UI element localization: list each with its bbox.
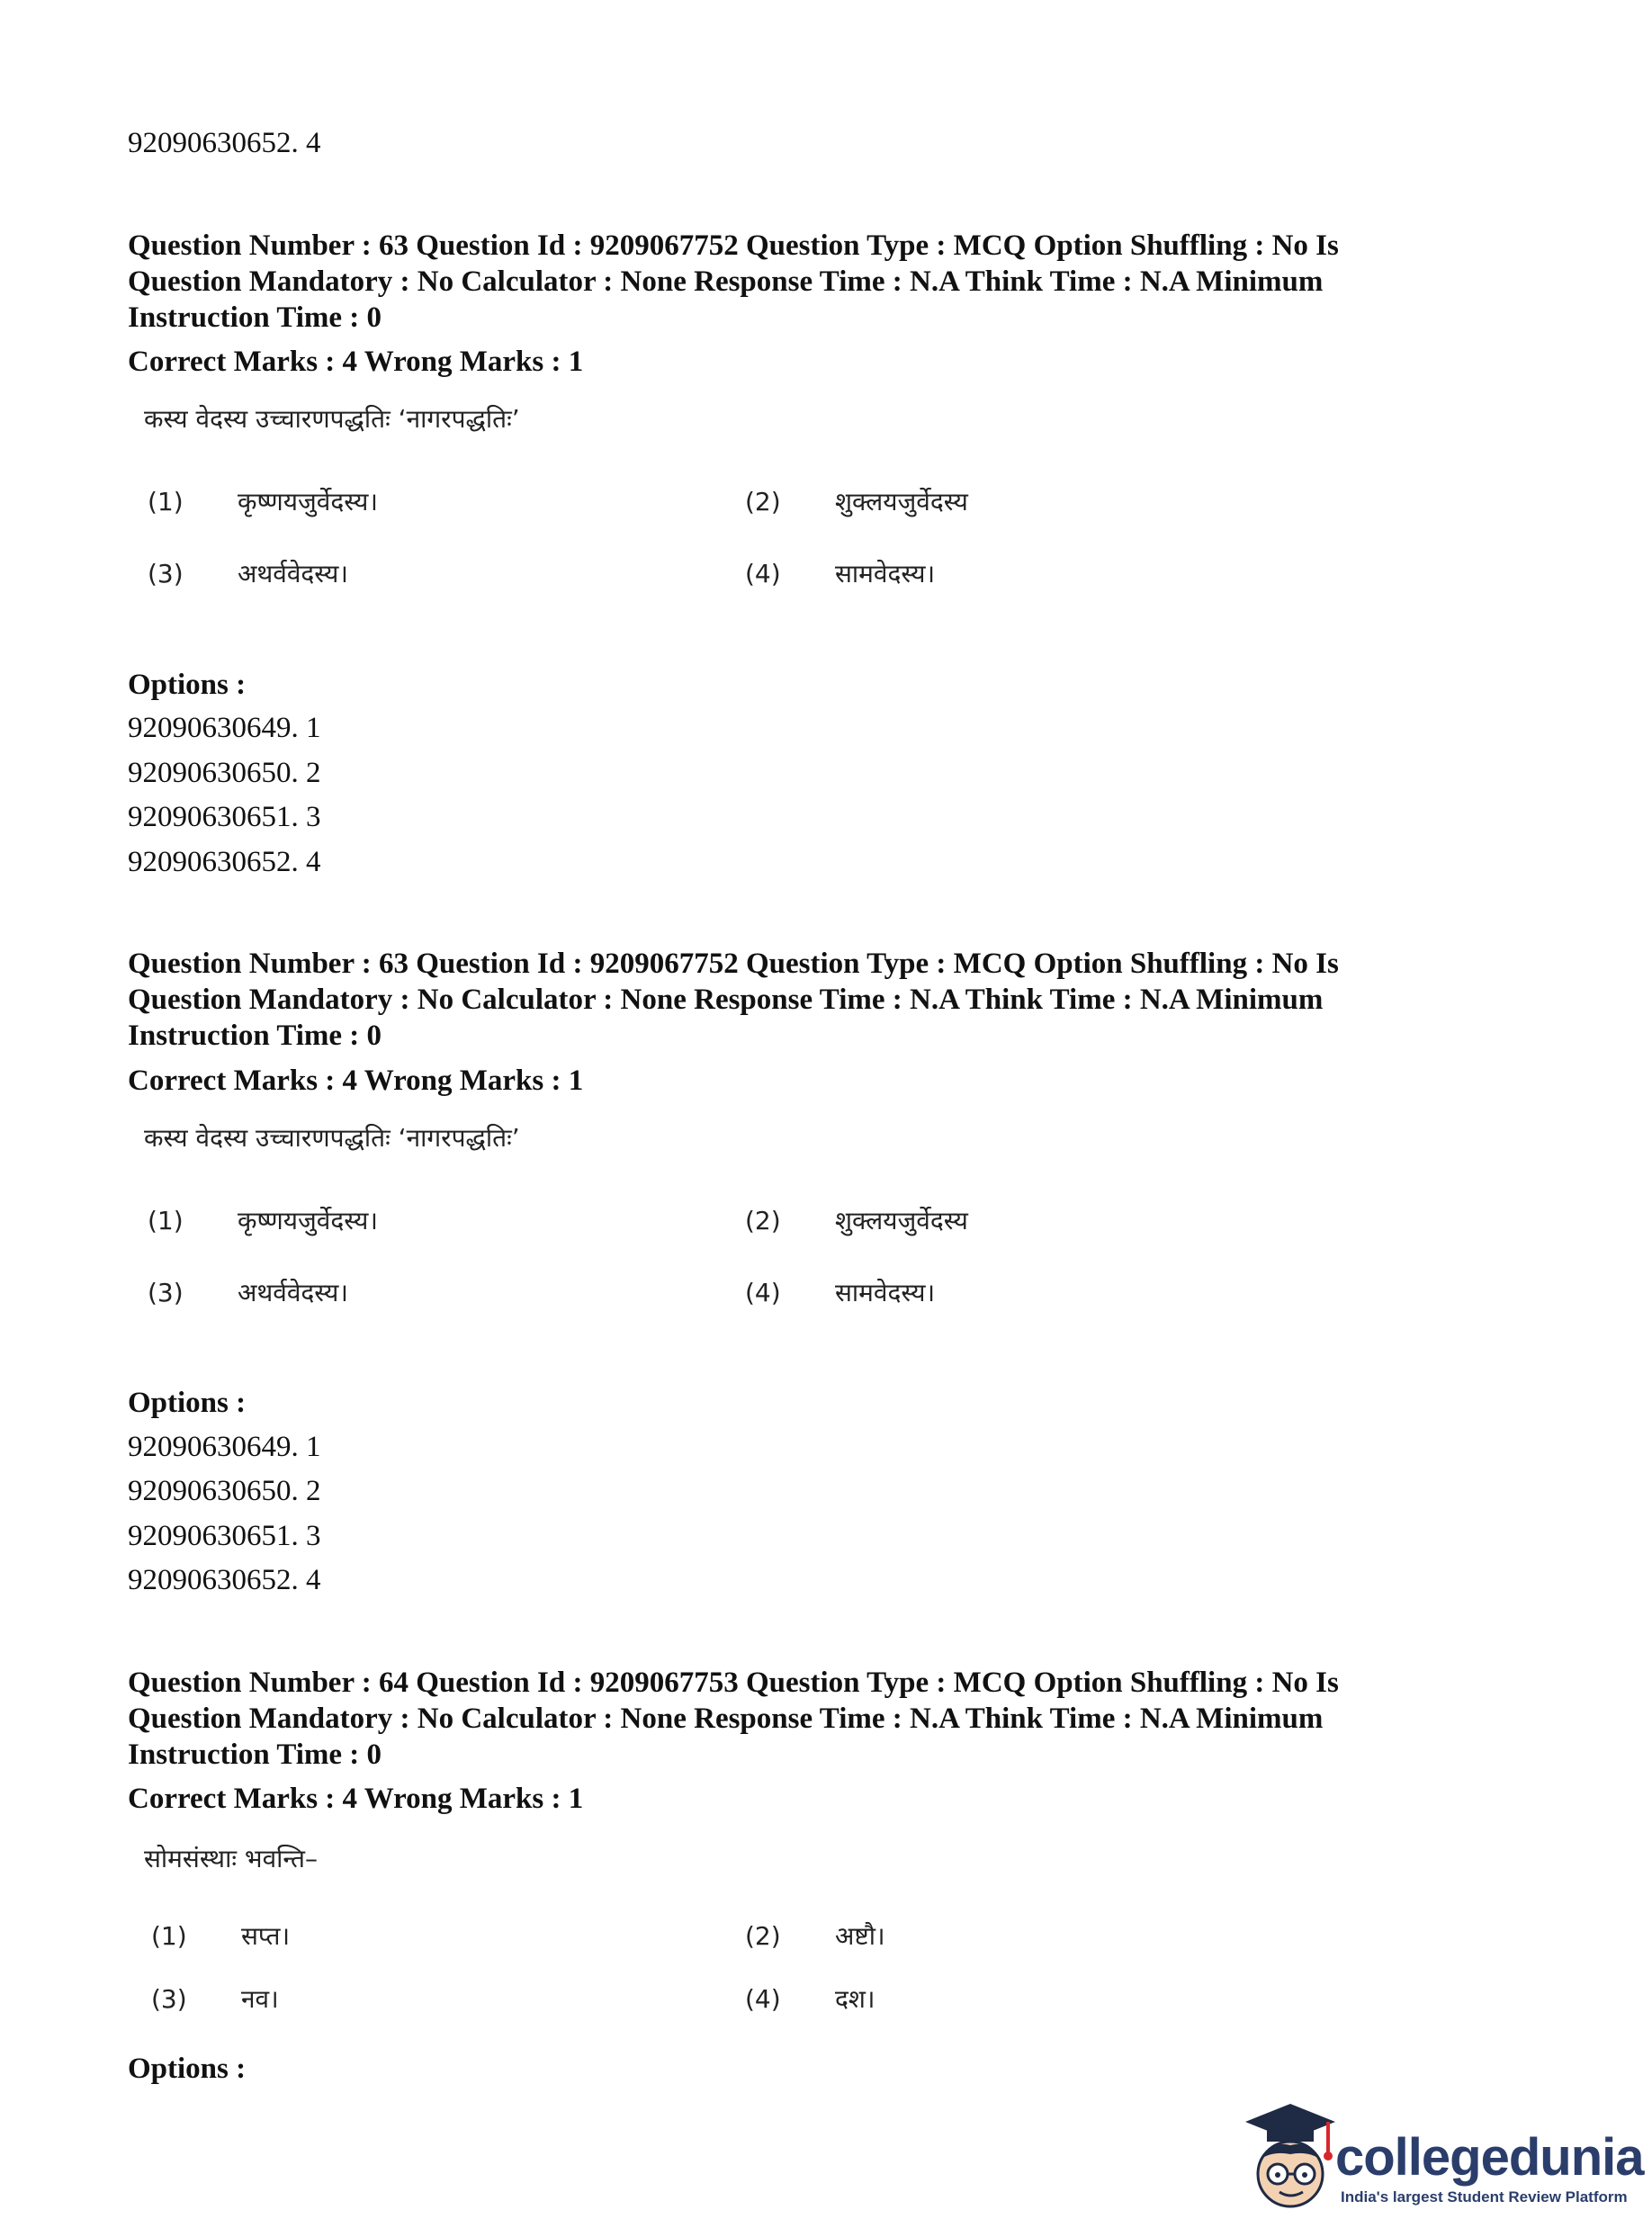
question-text: कस्य वेदस्य उच्चारणपद्धतिः ‘नागरपद्धतिः’ [144, 1123, 520, 1153]
logo-wordmark: collegedunia [1335, 2128, 1644, 2187]
choice: (3) अथर्ववेदस्य। [148, 559, 349, 588]
mascot-icon [1227, 2095, 1344, 2221]
collegedunia-logo [1227, 2095, 1644, 2221]
option-line: 92090630652. 4 [128, 1564, 321, 1596]
choice: (4) सामवेदस्य। [745, 559, 936, 588]
option-line: 92090630650. 2 [128, 1475, 321, 1507]
question-header: Instruction Time : 0 [128, 1738, 382, 1771]
question-header: Question Mandatory : No Calculator : None Response Time : N.A Think Time : N.A Minimum [128, 1702, 1324, 1735]
question-header: Question Number : 64 Question Id : 9209067753 Question Type : MCQ Option Shuffling : No Is [128, 1667, 1339, 1699]
choice: (3) अथर्ववेदस्य। [148, 1278, 349, 1307]
question-header: Question Mandatory : No Calculator : None Response Time : N.A Think Time : N.A Minimum [128, 984, 1324, 1016]
marks-line: Correct Marks : 4 Wrong Marks : 1 [128, 346, 584, 378]
logo-tagline: India's largest Student Review Platform [1341, 2188, 1628, 2206]
options-label: Options : [128, 669, 247, 701]
options-label: Options : [128, 2053, 247, 2085]
marks-line: Correct Marks : 4 Wrong Marks : 1 [128, 1065, 584, 1097]
question-header: Instruction Time : 0 [128, 301, 382, 334]
question-image [144, 1120, 1044, 1318]
question-header: Question Number : 63 Question Id : 9209067752 Question Type : MCQ Option Shuffling : No Is [128, 948, 1339, 980]
choice: (1) कृष्णयजुर्वेदस्य। [148, 1206, 378, 1235]
choice: (1) सप्त। [151, 1921, 291, 1951]
option-line: 92090630652. 4 [128, 846, 321, 878]
question-header: Question Number : 63 Question Id : 9209067752 Question Type : MCQ Option Shuffling : No Is [128, 229, 1339, 262]
options-label: Options : [128, 1387, 247, 1419]
option-line: 92090630649. 1 [128, 1431, 321, 1463]
choice: (1) कृष्णयजुर्वेदस्य। [148, 487, 378, 517]
option-line: 92090630650. 2 [128, 757, 321, 789]
choice: (4) सामवेदस्य। [745, 1278, 936, 1307]
marks-line: Correct Marks : 4 Wrong Marks : 1 [128, 1783, 584, 1815]
choice: (4) दश। [745, 1984, 875, 2014]
option-line: 92090630651. 3 [128, 801, 321, 833]
choice: (3) नव। [151, 1984, 279, 2014]
choice: (2) शुक्लयजुर्वेदस्य [745, 1206, 968, 1235]
question-header: Instruction Time : 0 [128, 1020, 382, 1052]
question-text: सोमसंस्थाः भवन्ति– [144, 1844, 318, 1873]
option-line: 92090630649. 1 [128, 712, 321, 744]
choice: (2) शुक्लयजुर्वेदस्य [745, 487, 968, 517]
option-line: 92090630652. 4 [128, 127, 321, 159]
question-image [144, 401, 1044, 599]
question-text: कस्य वेदस्य उच्चारणपद्धतिः ‘नागरपद्धतिः’ [144, 404, 520, 434]
question-image [144, 1841, 1044, 2021]
option-line: 92090630651. 3 [128, 1520, 321, 1552]
choice: (2) अष्टौ। [745, 1921, 885, 1951]
question-header: Question Mandatory : No Calculator : None Response Time : N.A Think Time : N.A Minimum [128, 265, 1324, 298]
